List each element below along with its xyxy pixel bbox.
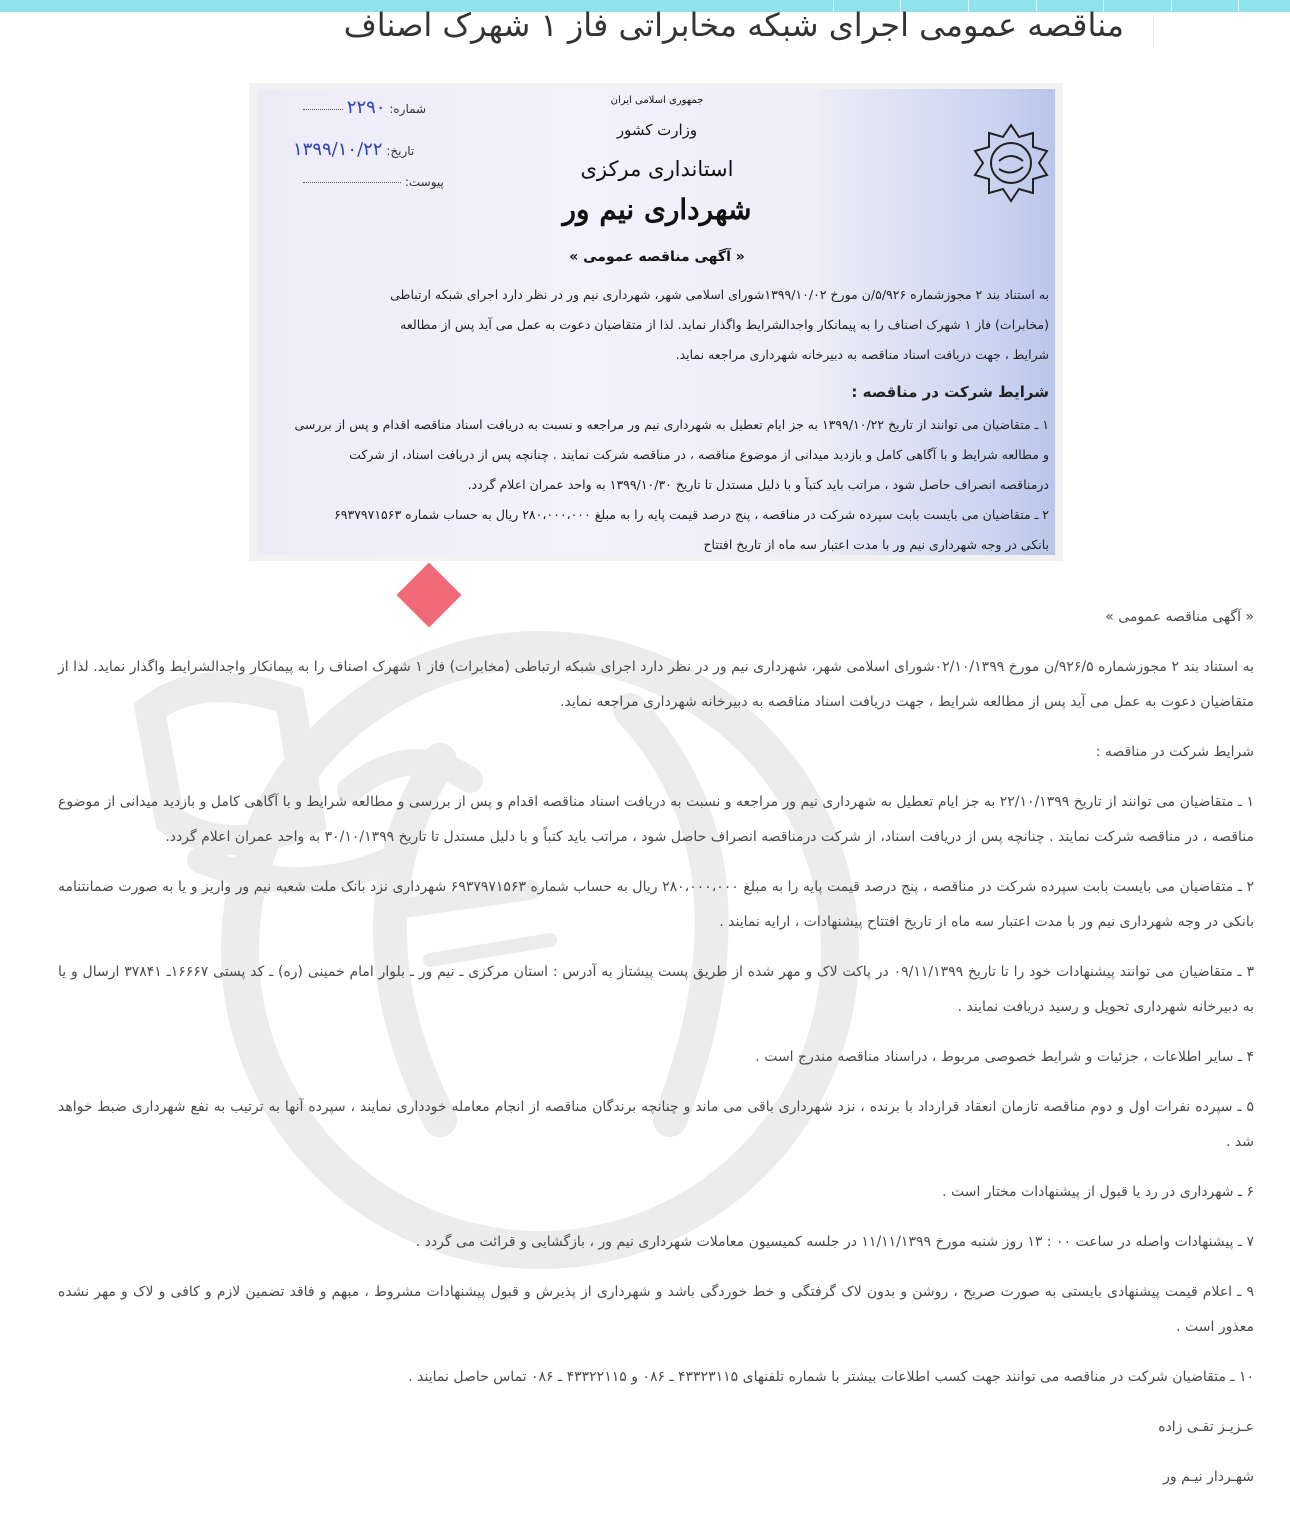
condition-item: ۵ ـ سپرده نفرات اول و دوم مناقصه تازمان انعقاد قرارداد با برنده ، نزد شهرداری باقی می ماند و چنانچه برندگان مناقصه از انجام معامله خودداری نمایند ، سپرده آنها به ترتیب به نفع شهرداری ضبط خواهد شد . (58, 1099, 1254, 1150)
signatory-name: عـزیـز تقـی زاده (1158, 1419, 1254, 1435)
scan-line: درمناقصه انصراف حاصل شود ، مراتب باید کتباً و با دلیل مستدل تا تاریخ ۱۳۹۹/۱۰/۳۰ به واحد عمران اعلام گردد. (467, 477, 1049, 492)
scan-attachment-dots (303, 182, 401, 183)
conditions-heading: شرایط شرکت در مناقصه : (1095, 744, 1254, 760)
scan-line: به استناد بند ۲ مجوزشماره ۵/۹۲۶/ن مورخ ۱۳۹۹/۱۰/۰۲شورای اسلامی شهر، شهرداری نیم ور در نظر دارد اجرای شبکه ارتباطی (390, 287, 1049, 302)
scan-paper (257, 89, 1055, 555)
top-bar-divider (1238, 0, 1239, 12)
top-bar-divider (1171, 0, 1172, 12)
title-divider (1153, 14, 1154, 48)
condition-item: ۱۰ ـ متقاضیان شرکت در مناقصه می توانند جهت کسب اطلاعات بیشتر با شماره تلفنهای ۴۳۳۲۳۱۱۵ ـ ۰۸۶ و ۴۳۳۲۲۱۱۵ ـ ۰۸۶ تماس حاصل نمایند . (408, 1369, 1254, 1385)
condition-item: ۳ ـ متقاضیان می توانند پیشنهادات خود را تا تاریخ ۰۹/۱۱/۱۳۹۹ در پاکت لاک و مهر شده از طریق پست پیشتاز به آدرس : استان مرکزی ـ نیم ور ـ بلوار امام خمینی (ره) ـ کد پستی ۱۶۶۶۷ـ ۳۷۸۴۱ ارسال و یا به دبیرخانه شهرداری تحویل و رسید دریافت نمایند . (58, 964, 1254, 1015)
scan-number-label: شماره: (389, 102, 427, 116)
scan-municipality: شهرداری نیم ور (562, 193, 752, 226)
article-body (58, 600, 1254, 1510)
announcement-heading: « آگهی مناقصه عمومی » (1105, 609, 1254, 625)
condition-item: ۷ ـ پیشنهادات واصله در ساعت ۰۰ : ۱۳ روز شنبه مورخ ۱۱/۱۱/۱۳۹۹ در جلسه کمیسیون معاملات شهرداری نیم ور ، بازگشایی و قرائت می گردد . (415, 1234, 1254, 1250)
scan-line: شرایط ، جهت دریافت اسناد مناقصه به دبیرخانه شهرداری مراجعه نماید. (675, 347, 1049, 362)
scan-line: بانکی در وجه شهرداری نیم ور با مدت اعتبار سه ماه از تاریخ افتتاح (703, 537, 1049, 552)
scan-governorate: استانداری مرکزی (580, 157, 734, 181)
signatory-title: شهـردار نیـم ور (1163, 1469, 1254, 1485)
scan-attachment-label: پیوست: (404, 175, 444, 189)
scan-line: ۲ ـ متقاضیان می بایست بابت سپرده شرکت در مناقصه ، پنج درصد قیمت پایه را به مبلغ ۲۸۰،۰۰۰،۰۰۰ ریال به حساب شماره ۶۹۳۷۹۷۱۵۶۳ (334, 507, 1049, 522)
scan-republic: جمهوری اسلامی ایران (610, 95, 704, 106)
condition-item: ۱ ـ متقاضیان می توانند از تاریخ ۲۲/۱۰/۱۳۹۹ به جز ایام تعطیل به شهرداری نیم ور مراجعه و نسبت به دریافت اسناد مناقصه اقدام و پس از بررسی و مطالعه شرایط و با آگاهی کامل و بازدید میدانی از موضوع مناقصه ، در مناقصه شرکت نمایند . چنانچه پس از دریافت اسناد، از شرکت درمناقصه انصراف حاصل شود ، مراتب باید کتباً و با دلیل مستدل تا تاریخ ۳۰/۱۰/۱۳۹۹ به واحد عمران اعلام گردد. (58, 794, 1254, 845)
intro-paragraph: به استناد بند ۲ مجوزشماره ۹۲۶/۵/ن مورخ ۰۲/۱۰/۱۳۹۹شورای اسلامی شهر، شهرداری نیم ور در نظر دارد اجرای شبکه ارتباطی (مخابرات) فاز ۱ شهرک اصناف را به پیمانکار واجدالشرایط واگذار نماید. لذا از متقاضیان دعوت به عمل می آید پس از مطالعه شرایط ، جهت دریافت اسناد مناقصه به دبیرخانه شهرداری مراجعه نماید. (58, 659, 1255, 710)
condition-item: ۴ ـ سایر اطلاعات ، جزئیات و شرایط خصوصی مربوط ، دراسناد مناقصه مندرج است . (755, 1049, 1254, 1065)
scan-date-value: ۱۳۹۹/۱۰/۲۲ (293, 139, 383, 160)
scan-heading: « آگهی مناقصه عمومی » (569, 249, 745, 265)
page-title: مناقصه عمومی اجرای شبکه مخابراتی فاز ۱ شهرک اصناف (343, 6, 1124, 44)
scan-attachment-field (303, 175, 444, 189)
municipality-emblem-icon (969, 121, 1053, 205)
scan-line: (مخابرات) فاز ۱ شهرک اصناف را به پیمانکار واجدالشرایط واگذار نماید. لذا از متقاضیان دعوت به عمل می آید پس از مطالعه (400, 317, 1049, 332)
condition-item: ۶ ـ شهرداری در رد یا قبول از پیشنهادات مختار است . (942, 1184, 1254, 1200)
condition-item: ۹ ـ اعلام قیمت پیشنهادی بایستی به صورت صریح ، روشن و بدون لاک گرفتگی و خط خوردگی باشد و شهرداری از پذیرش و قبول پیشنهادات مشروط ، مبهم و فاقد تضمین لازم و کافی و لاک و مهر نشده معذور است . (58, 1284, 1254, 1335)
scan-line: ۱ ـ متقاضیان می توانند از تاریخ ۱۳۹۹/۱۰/۲۲ به جز ایام تعطیل به شهرداری نیم ور مراجعه و نسبت به دریافت اسناد مناقصه اقدام و پس از بررسی (294, 417, 1049, 432)
scan-number-dots (303, 109, 343, 110)
scan-ministry: وزارت کشور (616, 121, 698, 139)
document-scan (249, 83, 1063, 561)
scan-number-value: ۲۲۹۰ (346, 97, 386, 118)
scan-date-label: تاریخ: (386, 144, 415, 158)
scan-date-field (293, 139, 414, 160)
condition-item: ۲ ـ متقاضیان می بایست بابت سپرده شرکت در مناقصه ، پنج درصد قیمت پایه را به مبلغ ۲۸۰،۰۰۰،۰۰۰ ریال به حساب شماره ۶۹۳۷۹۷۱۵۶۳ شهرداری نزد بانک ملت شعبه نیم ور واریز و یا به صورت ضمانتنامه بانکی در وجه شهرداری نیم ور با مدت اعتبار سه ماه از تاریخ افتتاح پیشنهادات ، ارایه نمایند . (58, 879, 1254, 930)
scan-line: و مطالعه شرایط و با آگاهی کامل و بازدید میدانی از موضوع مناقصه ، در مناقصه شرکت نمایند . چنانچه پس از دریافت اسناد، از شرکت (349, 447, 1049, 462)
scan-line: شرایط شرکت در مناقصه : (851, 383, 1049, 401)
scan-number-field (303, 97, 426, 118)
